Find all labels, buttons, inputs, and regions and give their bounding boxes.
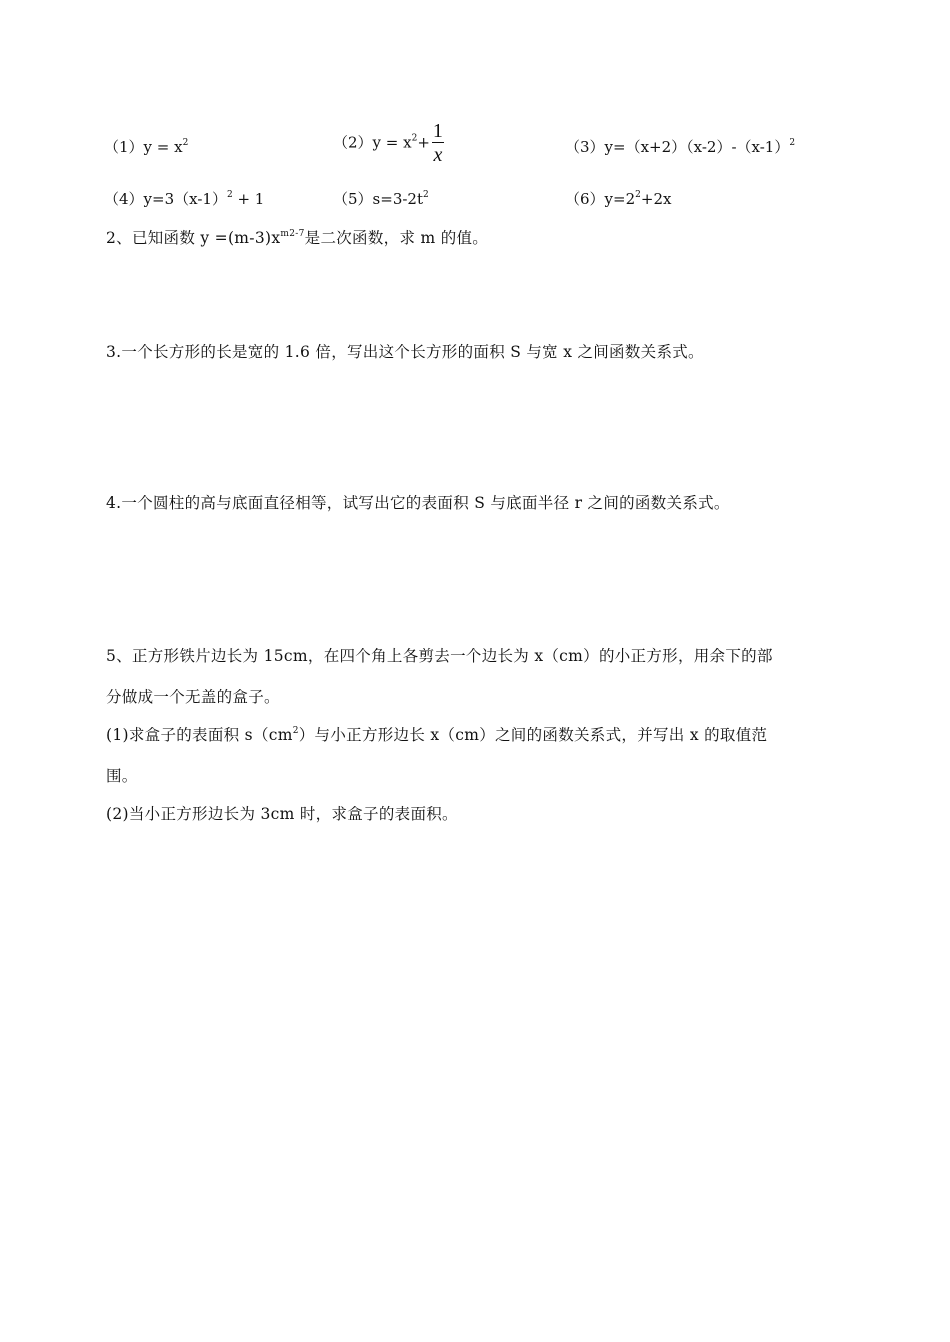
fraction-1-over-x: $\frac{1}{x}$ [432,120,443,166]
equation-4: $(4)y=3(x-1)^2 + 1$ [104,190,265,208]
question-5-part-2: (2)当小正方形边长为 3cm 时，求盒子的表面积。 [106,805,458,823]
question-5-line-1: 5、正方形铁片边长为 15cm，在四个角上各剪去一个边长为 x（cm）的小正方形，用余下的部 [106,647,773,665]
equation-1: $(1)y = x^2$ [104,138,189,156]
equation-2: $(2)y = x^2+$ $\frac{1}{x}$ [333,120,443,166]
question-5-part-1: (1)求盒子的表面积 $s(cm^2)$与小正方形边长 x（cm）之间的函数关系式，并写出 x 的取值范 [106,726,768,744]
equation-3: $(3)y=(x+2)(x-2)-(x-1)^2$ [565,138,796,156]
question-3: 3.一个长方形的长是宽的 1.6 倍，写出这个长方形的面积 S 与宽 x 之间函数关系式。 [106,343,704,361]
question-5-line-2: 分做成一个无盖的盒子。 [106,688,280,706]
question-4: 4.一个圆柱的高与底面直径相等，试写出它的表面积 S 与底面半径 r 之间的函数关系式。 [106,494,730,512]
question-2: 2、已知函数 $y =(m-3)x^{m2-7}$是二次函数，求 m 的值。 [106,229,489,247]
equation-6: $(6)y=2^2+2x$ [565,190,672,208]
equation-5: $(5)s=3-2t^2$ [333,190,429,208]
question-5-part-1-cont: 围。 [106,767,138,785]
